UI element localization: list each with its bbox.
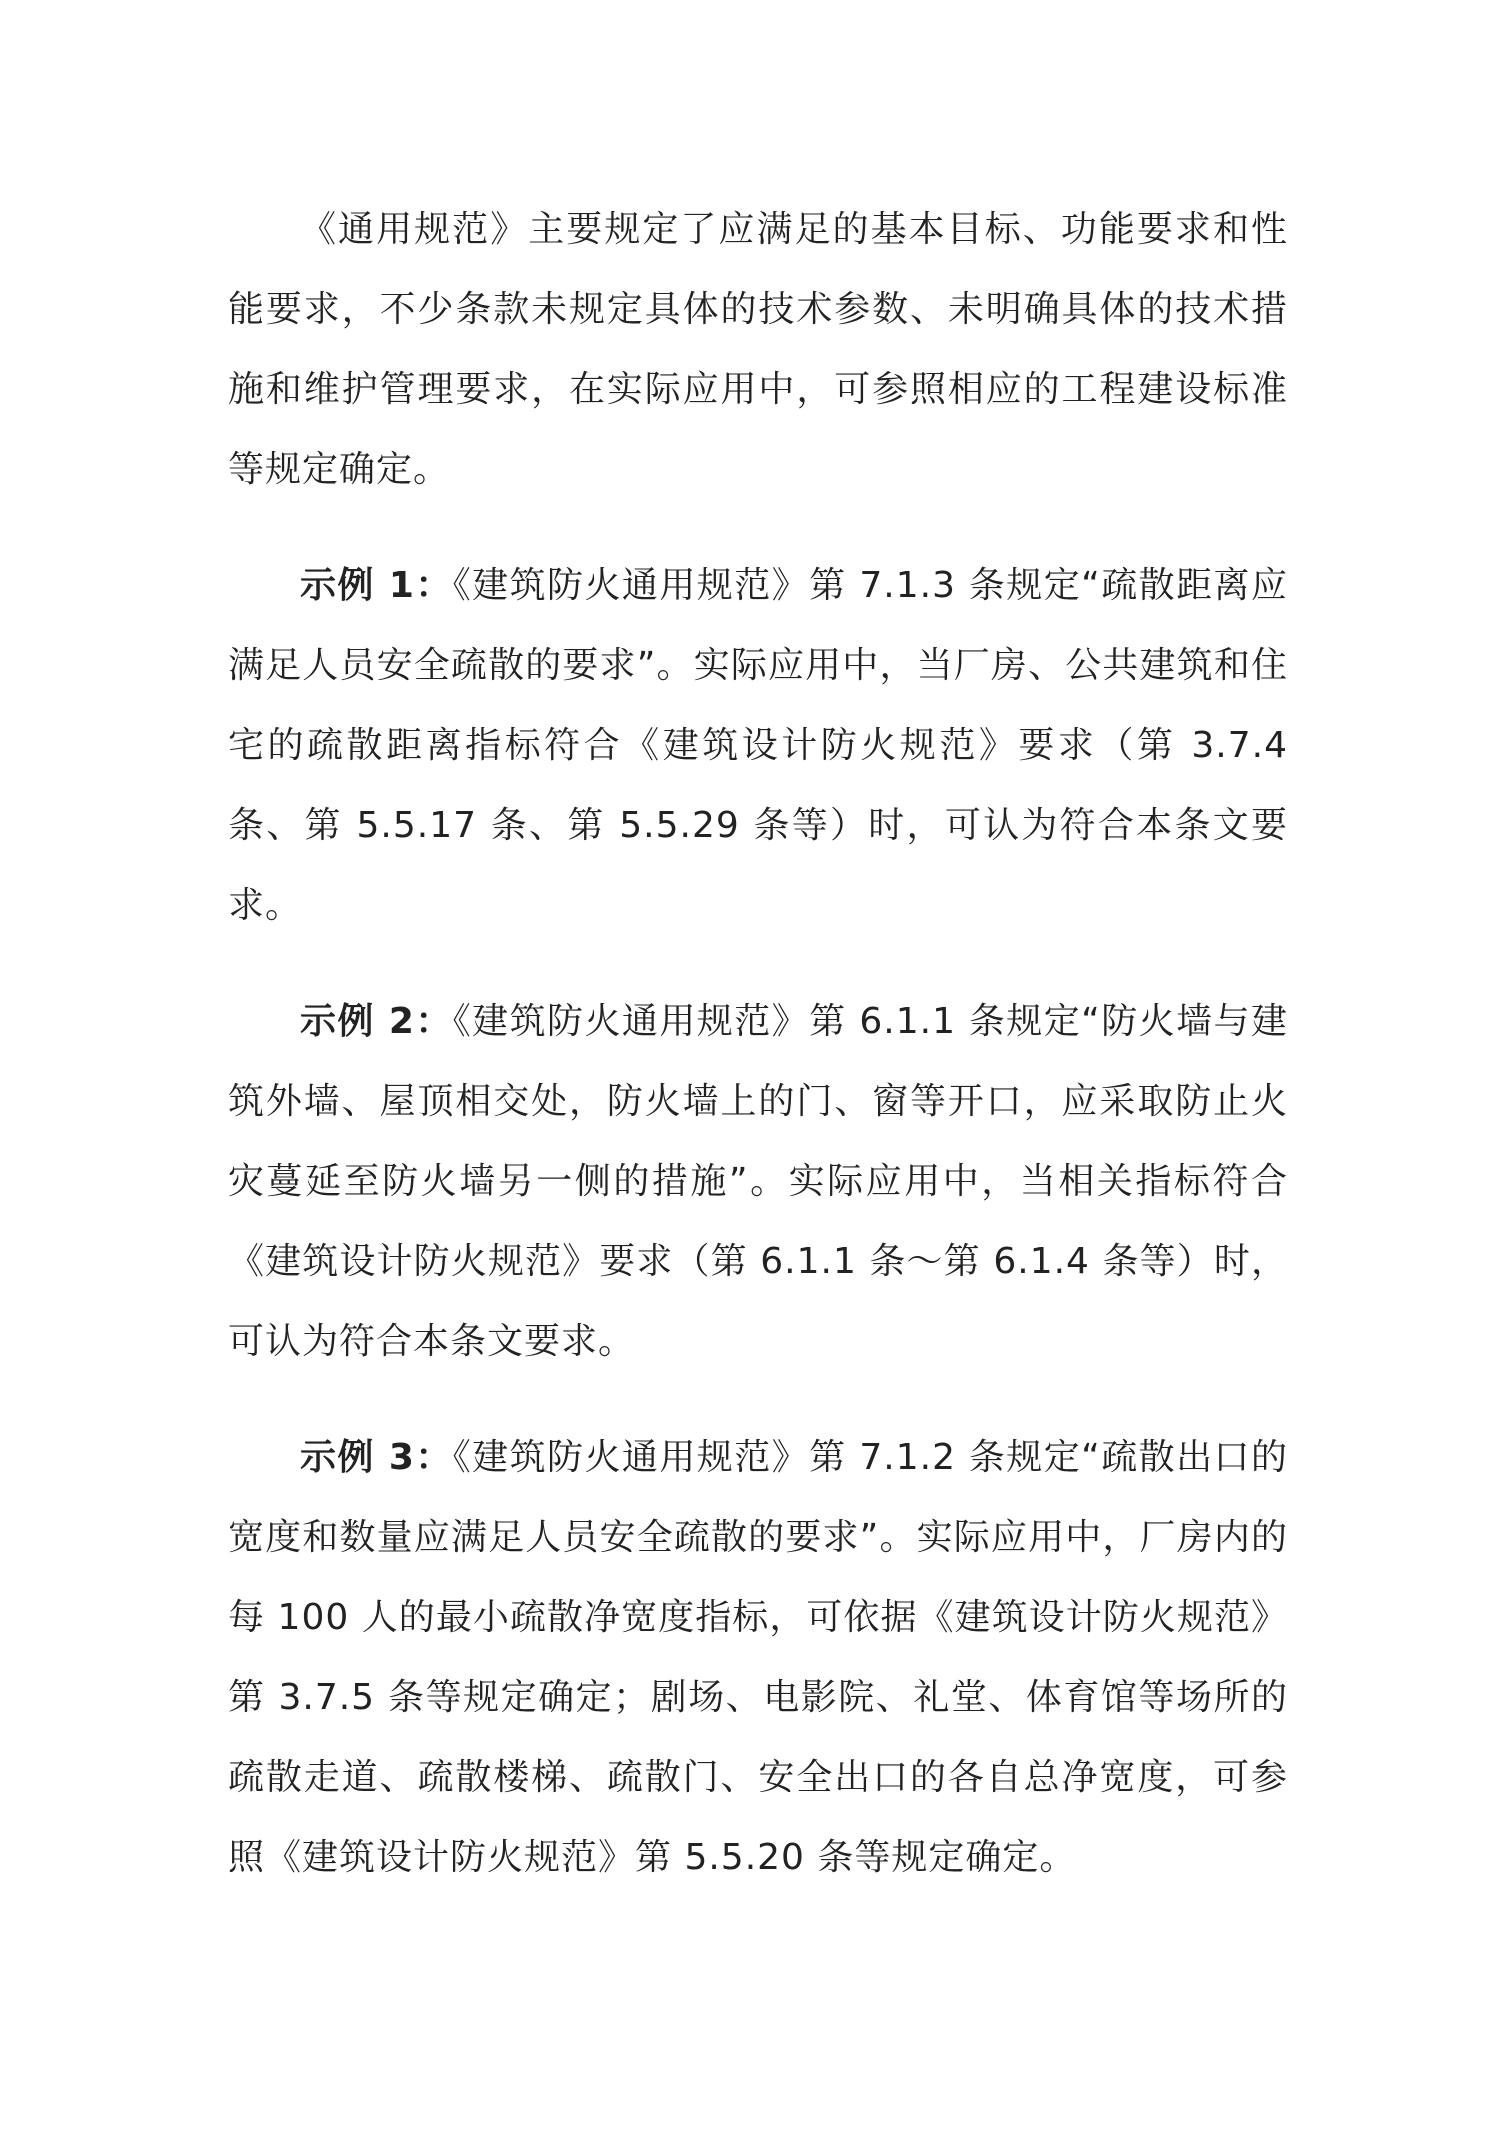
example-2-text: 《建筑防火通用规范》第 6.1.1 条规定“防火墙与建筑外墙、屋顶相交处，防火墙上的门、窗等开口，应采取防止火灾蔓延至防火墙另一侧的措施”。实际应用中，当相关指标符合《建筑设计防火规范》要求（第 6.1.1 条～第 6.1.4 条等）时，可认为符合本条文要求。 [228, 1001, 1288, 1362]
example-1-text: 《建筑防火通用规范》第 7.1.3 条规定“疏散距离应满足人员安全疏散的要求”。实际应用中，当厂房、公共建筑和住宅的疏散距离指标符合《建筑设计防火规范》要求（第 3.7.4 条、第 5.5.17 条、第 5.5.29 条等）时，可认为符合本条文要求。 [228, 565, 1288, 926]
example-3-label: 示例 3： [300, 1437, 453, 1478]
document-page [228, 190, 1288, 1898]
intro-paragraph: 《通用规范》主要规定了应满足的基本目标、功能要求和性能要求，不少条款未规定具体的技术参数、未明确具体的技术措施和维护管理要求，在实际应用中，可参照相应的工程建设标准等规定确定。 [228, 209, 1288, 490]
example-2-label: 示例 2： [300, 1001, 453, 1042]
example-2-paragraph [228, 982, 1288, 1382]
example-3-text: 《建筑防火通用规范》第 7.1.2 条规定“疏散出口的宽度和数量应满足人员安全疏散的要求”。实际应用中，厂房内的每 100 人的最小疏散净宽度指标，可依据《建筑设计防火规范》第 3.7.5 条等规定确定；剧场、电影院、礼堂、体育馆等场所的疏散走道、疏散楼梯、疏散门、安全出口的各自总净宽度，可参照《建筑设计防火规范》第 5.5.20 条等规定确定。 [228, 1437, 1288, 1878]
example-3-paragraph [228, 1418, 1288, 1898]
example-1-label: 示例 1： [300, 565, 453, 606]
example-1-paragraph [228, 546, 1288, 946]
